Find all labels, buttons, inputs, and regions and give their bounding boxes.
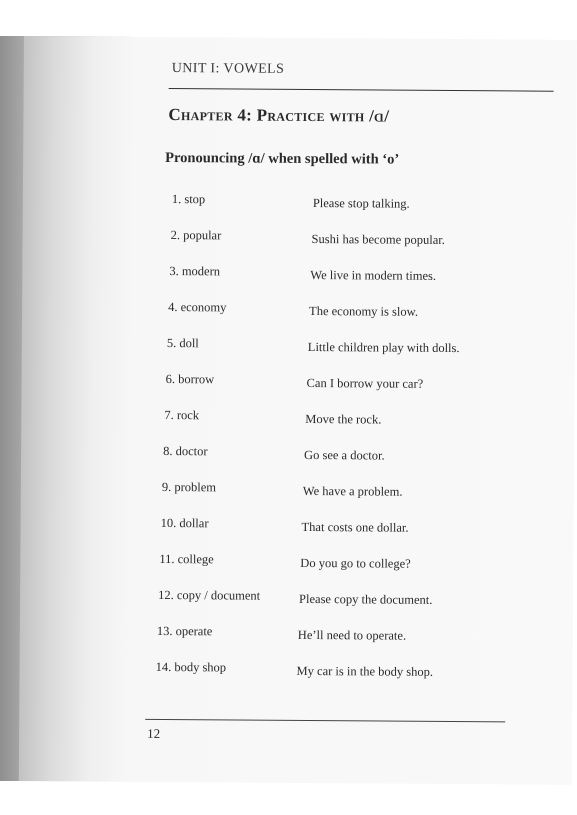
list-item-word: 3. modern [169, 264, 221, 279]
list-item-sentence: We have a problem. [302, 483, 403, 499]
list-item-word: 1. stop [171, 192, 206, 207]
footer-rule [145, 719, 505, 723]
unit-header: UNIT I: VOWELS [171, 61, 285, 77]
book-page [19, 36, 577, 785]
list-item-sentence: Go see a doctor. [304, 447, 385, 463]
list-item-sentence: Can I borrow your car? [306, 375, 424, 391]
list-item-sentence: Please copy the document. [299, 591, 433, 607]
page-number: 12 [147, 725, 161, 741]
section-heading: Pronouncing /ɑ/ when spelled with ‘o’ [165, 149, 400, 168]
list-item-word: 6. borrow [165, 371, 215, 387]
list-item-word: 7. rock [164, 407, 200, 423]
list-item-sentence: That costs one dollar. [301, 519, 409, 535]
list-item-word: 12. copy / document [158, 587, 261, 603]
list-item-sentence: Sushi has become popular. [311, 232, 445, 247]
list-item-word: 11. college [159, 551, 214, 567]
list-item-word: 2. popular [170, 228, 222, 243]
list-item-word: 5. doll [166, 336, 199, 351]
list-item-sentence: Do you go to college? [300, 555, 411, 571]
header-rule [169, 88, 554, 92]
list-item-sentence: My car is in the body shop. [296, 663, 434, 679]
list-item-sentence: Please stop talking. [312, 196, 410, 211]
list-item-word: 8. doctor [163, 443, 208, 459]
list-item-word: 14. body shop [155, 659, 227, 675]
list-item-sentence: Little children play with dolls. [307, 339, 460, 356]
list-item-sentence: Move the rock. [305, 411, 382, 427]
list-item-word: 4. economy [168, 300, 227, 315]
list-item-word: 13. operate [156, 623, 213, 639]
list-item-sentence: He’ll need to operate. [297, 627, 407, 643]
list-item-word: 10. dollar [160, 515, 209, 531]
list-item-sentence: We live in modern times. [310, 268, 437, 283]
chapter-title: Chapter 4: Practice with /ɑ/ [168, 105, 390, 126]
list-item-sentence: The economy is slow. [309, 303, 419, 319]
list-item-word: 9. problem [161, 479, 217, 495]
